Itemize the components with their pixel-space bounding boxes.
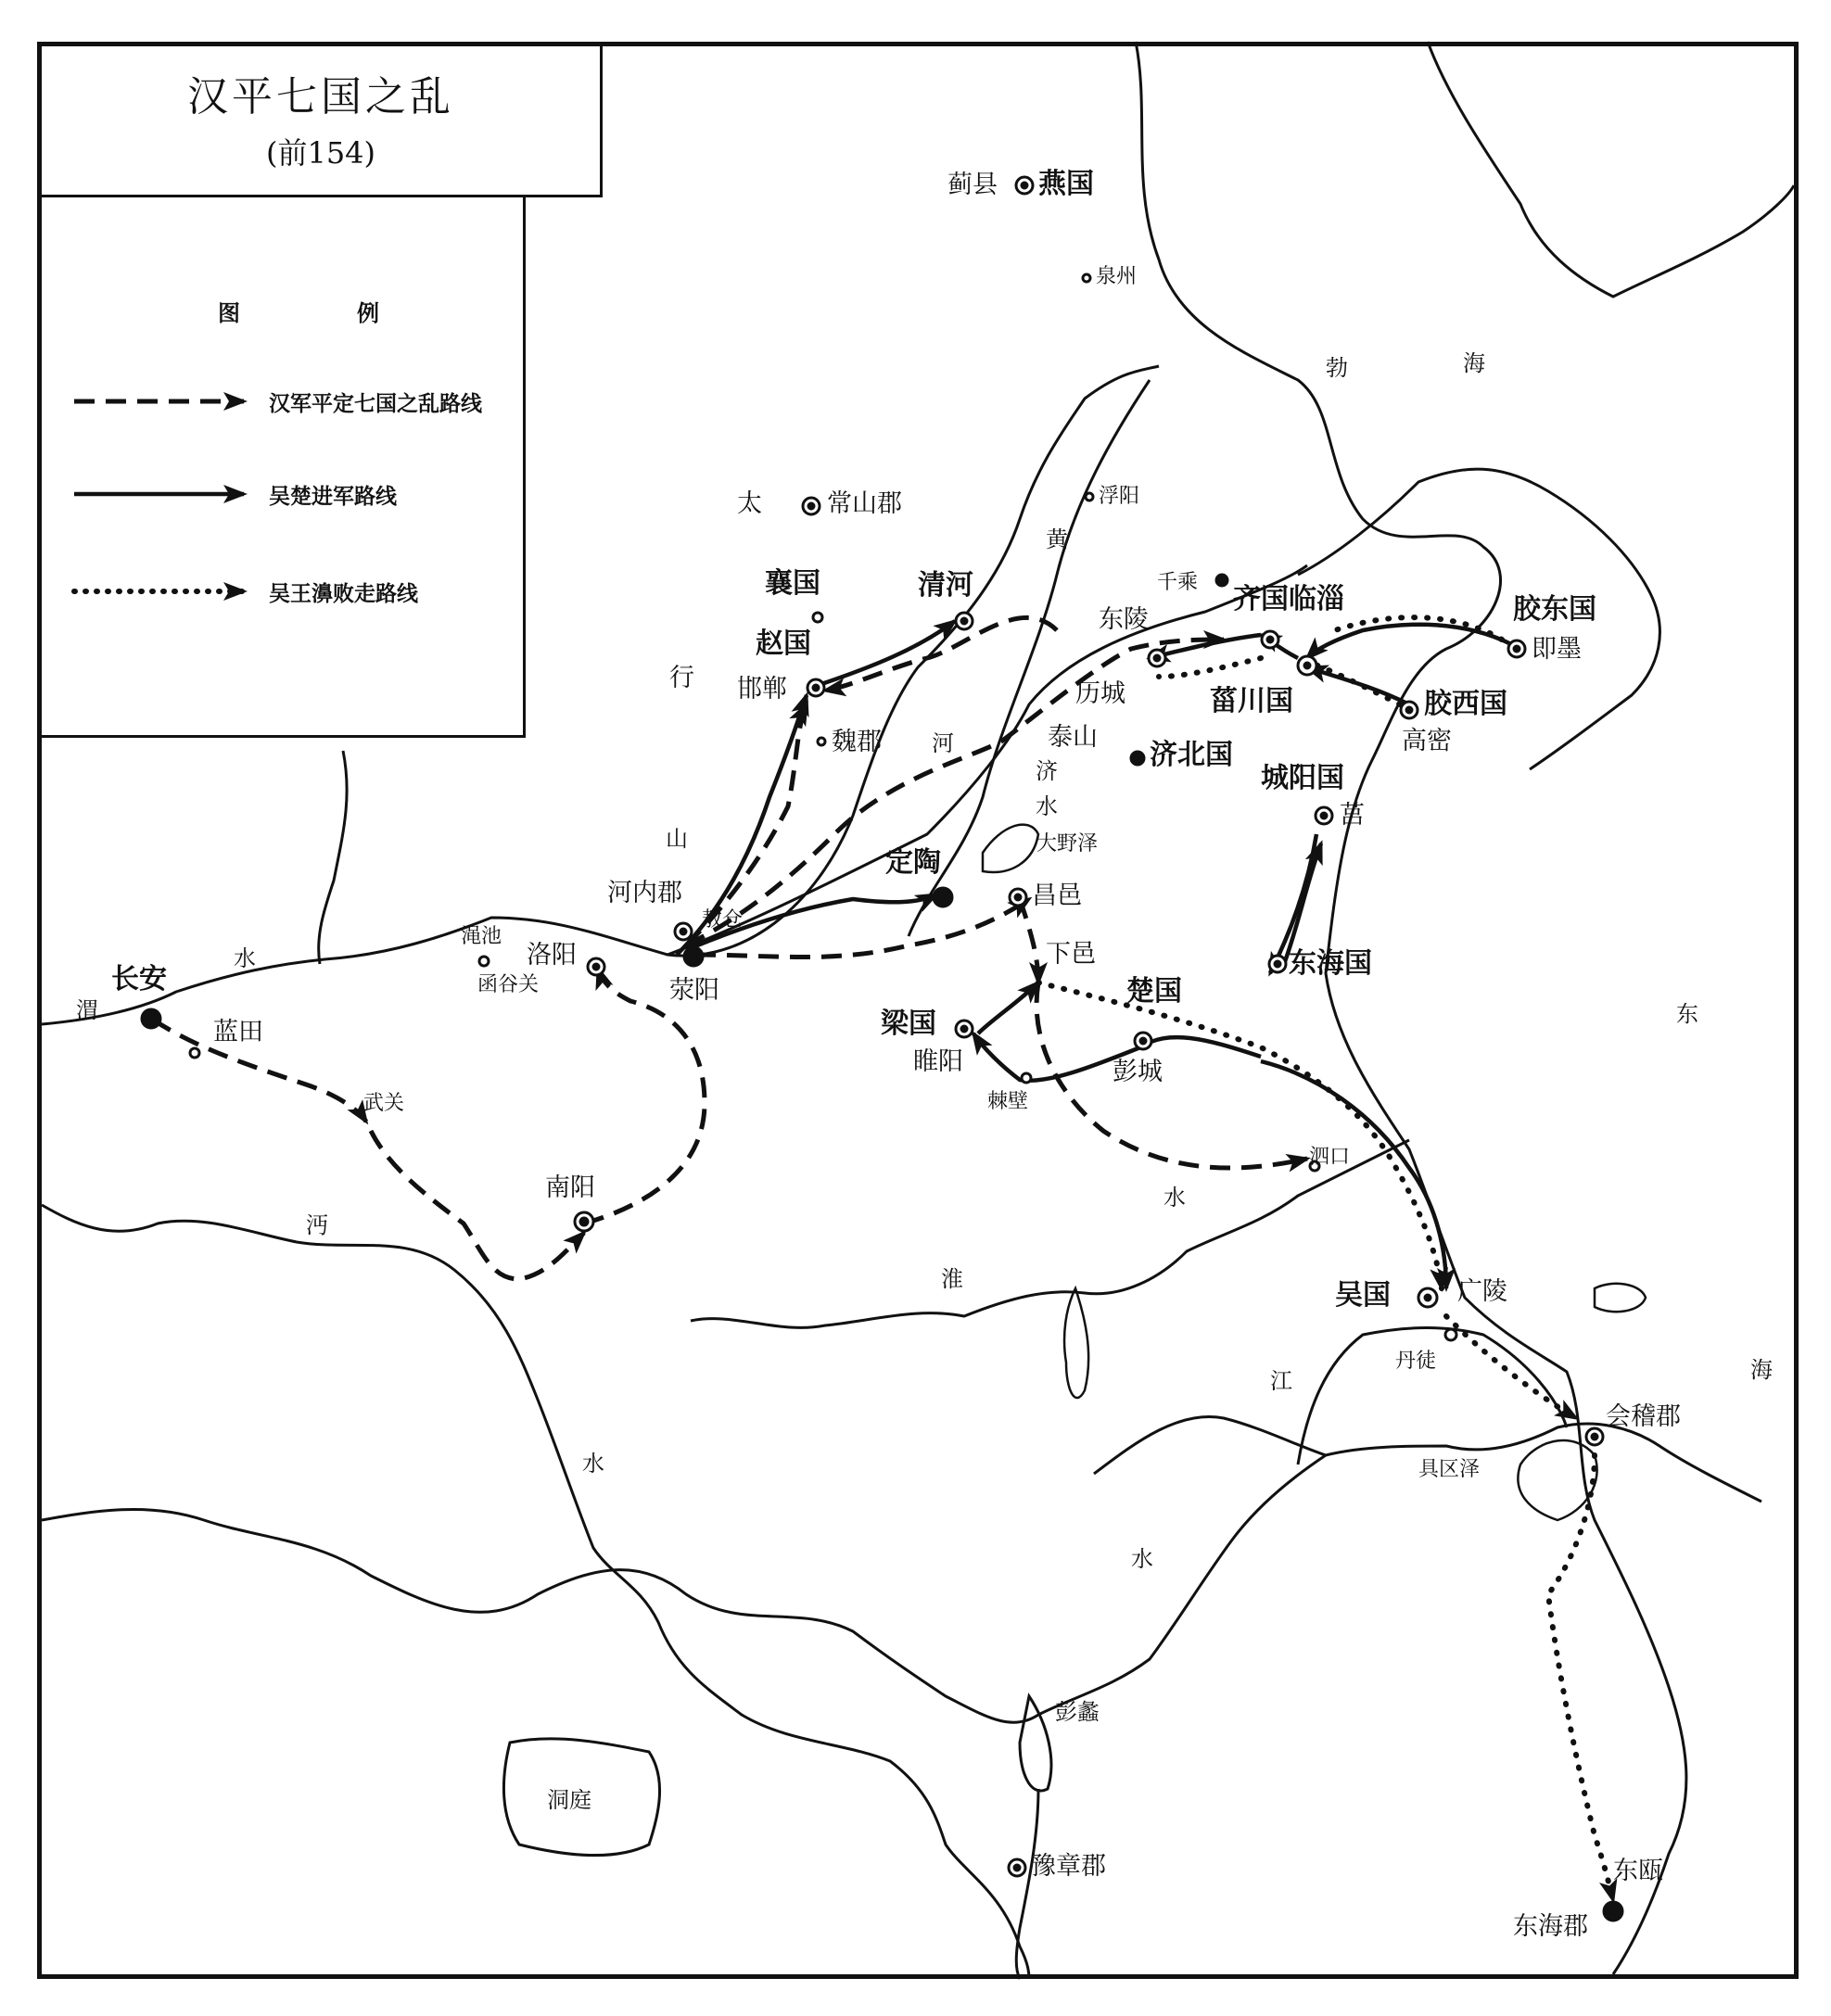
- label-xiayi: 下邑: [1046, 940, 1096, 969]
- label-jibi: 棘壁: [987, 1090, 1029, 1113]
- label-shan: 山: [666, 826, 688, 852]
- retreat-route-kuaiji-dongou: [1548, 1455, 1613, 1900]
- label-shui-han: 水: [582, 1451, 604, 1477]
- label-qi: 齐国临淄: [1233, 583, 1344, 615]
- label-wu: 吴国: [1335, 1279, 1391, 1312]
- label-liang: 梁国: [881, 1008, 936, 1040]
- coastline-liaodong: [1428, 42, 1794, 297]
- label-xiang: 襄国: [765, 567, 820, 600]
- lake-in-huai: [1064, 1288, 1088, 1398]
- legend-label-wu-retreat: 吴王濞败走路线: [269, 582, 418, 606]
- coastline-shandong: [1298, 469, 1659, 769]
- label-qiancheng: 千乘: [1157, 571, 1199, 594]
- label-jimo: 即墨: [1532, 635, 1582, 664]
- label-nanyang: 南阳: [545, 1173, 595, 1202]
- label-guangling: 广陵: [1457, 1277, 1507, 1306]
- retreat-route-jimo-zichuan: [1335, 617, 1502, 640]
- marker-xingyang: [684, 947, 703, 966]
- label-zichuan: 菑川国: [1210, 685, 1293, 717]
- coastline: [1136, 42, 1686, 1974]
- label-shui-huai: 水: [1163, 1185, 1186, 1211]
- map-subtitle: (前154): [265, 135, 376, 171]
- marker-jibi: [1022, 1073, 1031, 1083]
- legend-heading-right: 例: [357, 300, 379, 326]
- label-ji-2: 水: [1036, 793, 1058, 819]
- label-donghai-jun: 东海郡: [1513, 1912, 1588, 1941]
- han-route-xiayi-sikou: [1036, 983, 1307, 1168]
- label-huai: 淮: [941, 1266, 963, 1292]
- label-dantu: 丹徒: [1395, 1350, 1437, 1373]
- marker-dingtao: [934, 888, 952, 907]
- wuchu-route-jibi-xiayi: [978, 983, 1038, 1033]
- label-ji-1: 济: [1036, 758, 1058, 784]
- marker-weijun: [818, 738, 825, 745]
- yangtze-river: [42, 1424, 1761, 1725]
- legend-dotted-line-icon: [70, 573, 264, 610]
- label-gaomi: 高密: [1402, 727, 1452, 755]
- label-huang: 黄: [1046, 526, 1068, 552]
- marker-dongou: [1604, 1902, 1622, 1921]
- label-jiang: 江: [1270, 1368, 1292, 1394]
- legend-item-han-army: [70, 383, 515, 420]
- label-mian: 沔: [306, 1212, 328, 1238]
- daye-lake: [983, 825, 1038, 872]
- label-suiyang: 睢阳: [913, 1047, 963, 1076]
- legend-label-wu-chu: 吴楚进军路线: [269, 485, 397, 509]
- label-qinghe: 清河: [918, 569, 973, 602]
- han-river: [42, 1205, 1029, 1979]
- label-pengli: 彭蠡: [1055, 1699, 1100, 1725]
- label-bohai-1: 勃: [1326, 355, 1348, 381]
- label-shui-wei: 水: [234, 945, 256, 971]
- marker-mianchi: [479, 957, 489, 966]
- label-wuguan: 武关: [363, 1092, 405, 1115]
- marker-changan: [142, 1009, 160, 1028]
- han-route-nanyang-luoyang: [584, 969, 705, 1224]
- gan-river: [1016, 1789, 1038, 1979]
- label-sikou: 泗口: [1309, 1146, 1351, 1169]
- legend-solid-line-icon: [70, 475, 264, 513]
- han-route-changyi-xiayi: [1020, 899, 1038, 983]
- label-jiaoxi: 胶西国: [1424, 688, 1507, 720]
- label-changyi: 昌邑: [1032, 881, 1082, 910]
- marker-xiang: [813, 613, 822, 622]
- label-handan: 邯郸: [737, 675, 787, 704]
- label-yuzhang: 豫章郡: [1031, 1852, 1106, 1881]
- label-tai: 太: [737, 489, 762, 518]
- label-pengcheng: 彭城: [1113, 1058, 1163, 1086]
- han-route-wuguan-nanyang: [371, 1131, 584, 1279]
- legend: [42, 197, 526, 738]
- legend-item-wu-retreat: [70, 573, 515, 610]
- label-quanzhou: 泉州: [1096, 265, 1138, 288]
- label-hanguguan: 函谷关: [477, 973, 540, 996]
- legend-item-wu-chu: [70, 475, 515, 513]
- label-jixian: 蓟县: [947, 171, 998, 199]
- wuchu-route-donghai-ju: [1284, 843, 1321, 964]
- label-xingyang: 荥阳: [669, 976, 719, 1005]
- label-donghai-guo: 东海国: [1289, 947, 1372, 980]
- label-zhao: 赵国: [756, 628, 811, 660]
- marker-lantian: [190, 1048, 199, 1058]
- label-jiaodong: 胶东国: [1513, 593, 1596, 626]
- marker-fuyang: [1086, 493, 1093, 501]
- label-luoyang: 洛阳: [527, 941, 577, 970]
- label-chengyang: 城阳国: [1261, 762, 1344, 794]
- label-taishan: 泰山: [1048, 723, 1098, 752]
- label-mianchi: 渑池: [461, 925, 502, 948]
- label-shui-jiang: 水: [1131, 1546, 1153, 1572]
- title-box: [42, 46, 603, 197]
- label-dongou: 东瓯: [1613, 1857, 1663, 1885]
- label-xing: 行: [669, 664, 694, 692]
- label-changan: 长安: [111, 963, 167, 995]
- wei-river: [319, 751, 347, 964]
- label-kuaiji: 会稽郡: [1606, 1402, 1681, 1431]
- legend-heading-left: 图: [218, 300, 240, 326]
- marker-qiancheng: [1216, 575, 1227, 586]
- island: [1595, 1284, 1646, 1312]
- label-henei: 河内郡: [607, 879, 682, 907]
- map-title: 汉平七国之乱: [187, 73, 454, 120]
- label-aocang: 敖仓: [702, 908, 744, 932]
- label-donghai-2: 海: [1750, 1357, 1773, 1383]
- wuchu-route-jiaoxi-zichuan: [1307, 667, 1409, 704]
- label-dingtao: 定陶: [885, 846, 941, 879]
- legend-dashed-line-icon: [70, 383, 264, 420]
- marker-dantu: [1445, 1329, 1456, 1340]
- label-weijun: 魏郡: [832, 728, 882, 756]
- label-fuyang: 浮阳: [1099, 485, 1140, 508]
- label-he: 河: [932, 730, 954, 756]
- label-bohai-2: 海: [1463, 350, 1485, 376]
- label-changshan: 常山郡: [827, 489, 902, 518]
- label-jibei: 济北国: [1150, 739, 1233, 771]
- label-dongting: 洞庭: [547, 1787, 591, 1813]
- marker-jibei: [1131, 752, 1144, 765]
- label-licheng: 历城: [1075, 679, 1125, 708]
- label-dongling: 东陵: [1099, 605, 1149, 634]
- yangtze-tributary: [1094, 1416, 1326, 1474]
- label-donghai-1: 东: [1676, 1001, 1698, 1027]
- retreat-route-licheng: [1159, 658, 1261, 677]
- label-daye: 大野泽: [1036, 832, 1099, 856]
- label-yan: 燕国: [1038, 168, 1094, 200]
- yangtze-delta: [1298, 1328, 1567, 1465]
- label-wei: 渭: [76, 997, 98, 1023]
- label-chu: 楚国: [1126, 975, 1182, 1008]
- label-ju: 莒: [1340, 801, 1365, 830]
- legend-label-han-army: 汉军平定七国之乱路线: [269, 392, 482, 416]
- label-juqu: 具区泽: [1418, 1458, 1481, 1481]
- marker-quanzhou: [1083, 274, 1090, 282]
- huai-river: [691, 1140, 1409, 1327]
- label-lantian: 蓝田: [213, 1018, 263, 1046]
